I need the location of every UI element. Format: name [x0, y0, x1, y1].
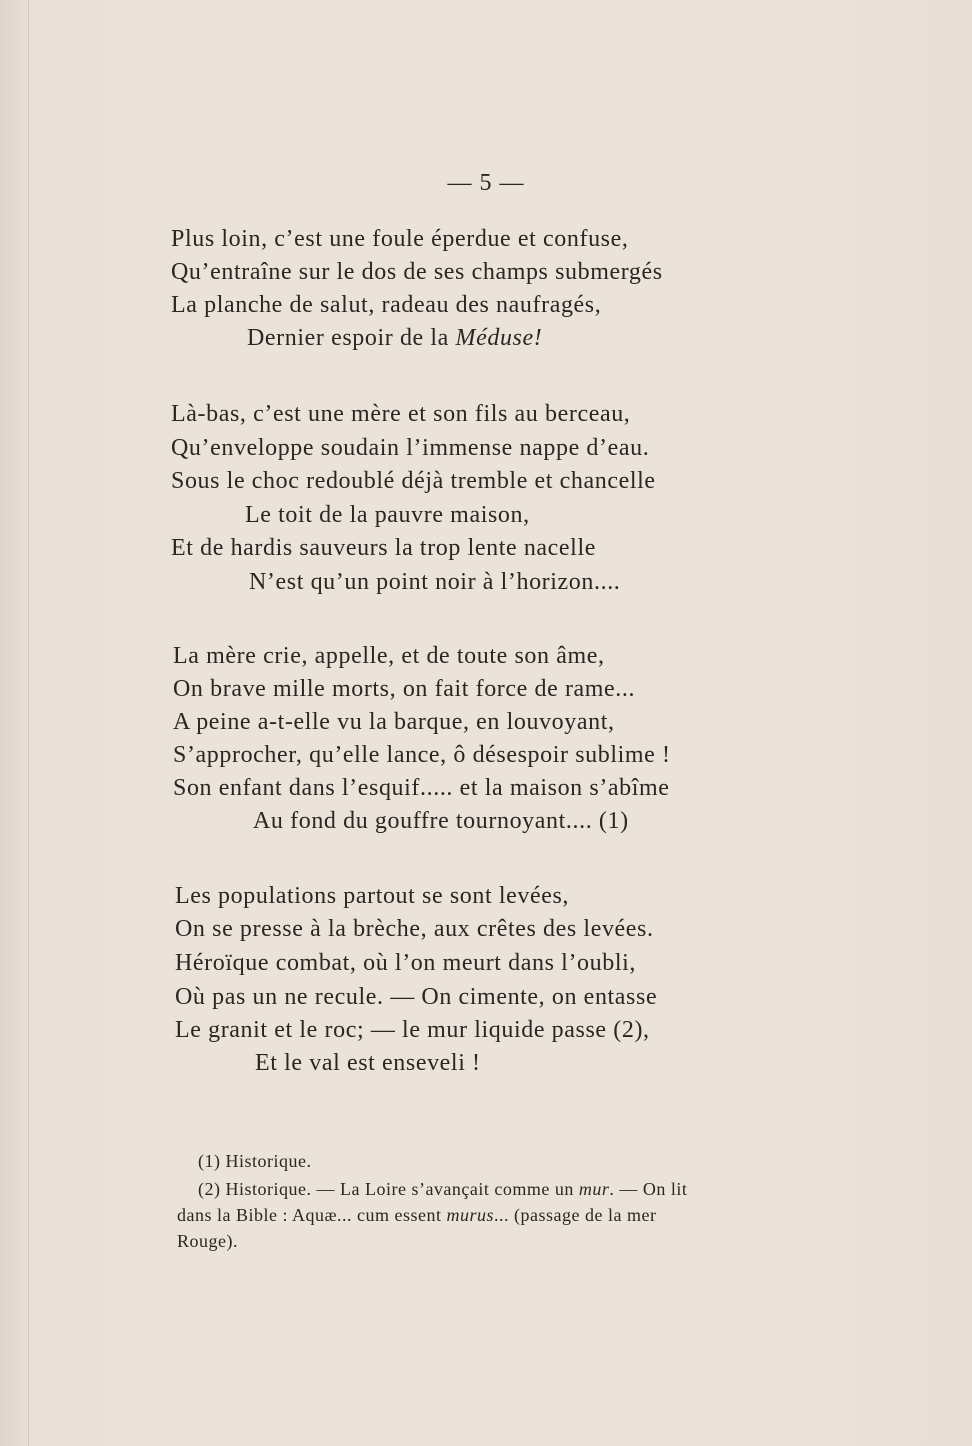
italic-title: Méduse!: [455, 325, 543, 351]
verse-line: Qu’entraîne sur le dos de ses champs submergés: [171, 259, 663, 285]
verse-line: Qu’enveloppe soudain l’immense nappe d’eau.: [171, 435, 650, 461]
footnote-italic: mur: [578, 1179, 610, 1199]
verse-line: [247, 323, 542, 353]
verse-line: On se presse à la brèche, aux crêtes des levées.: [175, 916, 654, 942]
verse-line: Le granit et le roc; — le mur liquide passe (2),: [175, 1017, 650, 1043]
verse-line: Et de hardis sauveurs la trop lente nacelle: [171, 535, 596, 561]
footnote-text: . — On lit: [609, 1179, 688, 1199]
footnote-text: (2) Historique. — La Loire s’avançait comme un: [198, 1179, 579, 1199]
verse-line: Héroïque combat, où l’on meurt dans l’oubli,: [175, 950, 636, 976]
page-gutter-edge: [28, 0, 29, 1446]
footnote-italic: murus: [446, 1205, 494, 1225]
verse-line: N’est qu’un point noir à l’horizon....: [249, 569, 621, 595]
footnote-2-line-3: Rouge).: [177, 1231, 238, 1251]
verse-line: Les populations partout se sont levées,: [175, 883, 569, 909]
verse-line: A peine a-t-elle vu la barque, en louvoyant,: [173, 709, 615, 735]
verse-line: Plus loin, c’est une foule éperdue et confuse,: [171, 226, 629, 252]
footnote-2-line-1: [198, 1177, 687, 1201]
verse-line: Son enfant dans l’esquif..... et la maison s’abîme: [173, 775, 670, 801]
footnote-1: (1) Historique.: [198, 1151, 312, 1171]
verse-line: Où pas un ne recule. — On cimente, on entasse: [175, 984, 658, 1010]
verse-line: S’approcher, qu’elle lance, ô désespoir sublime !: [173, 742, 671, 768]
verse-line: La planche de salut, radeau des naufragés,: [171, 292, 602, 318]
verse-line: On brave mille morts, on fait force de rame...: [173, 676, 636, 702]
verse-line: La mère crie, appelle, et de toute son âme,: [173, 643, 605, 669]
footnote-text: dans la Bible : Aquæ... cum essent: [177, 1205, 447, 1225]
verse-line: Là-bas, c’est une mère et son fils au berceau,: [171, 401, 631, 427]
verse-line: Sous le choc redoublé déjà tremble et chancelle: [171, 468, 656, 494]
verse-text: Dernier espoir de la: [247, 325, 456, 351]
verse-line: Et le val est enseveli !: [255, 1050, 481, 1076]
footnote-text: ... (passage de la mer: [494, 1205, 657, 1225]
footnote-2-line-2: [177, 1203, 656, 1227]
page-number: — 5 —: [447, 170, 525, 196]
verse-line: Au fond du gouffre tournoyant.... (1): [253, 808, 629, 834]
verse-line: Le toit de la pauvre maison,: [245, 502, 530, 528]
